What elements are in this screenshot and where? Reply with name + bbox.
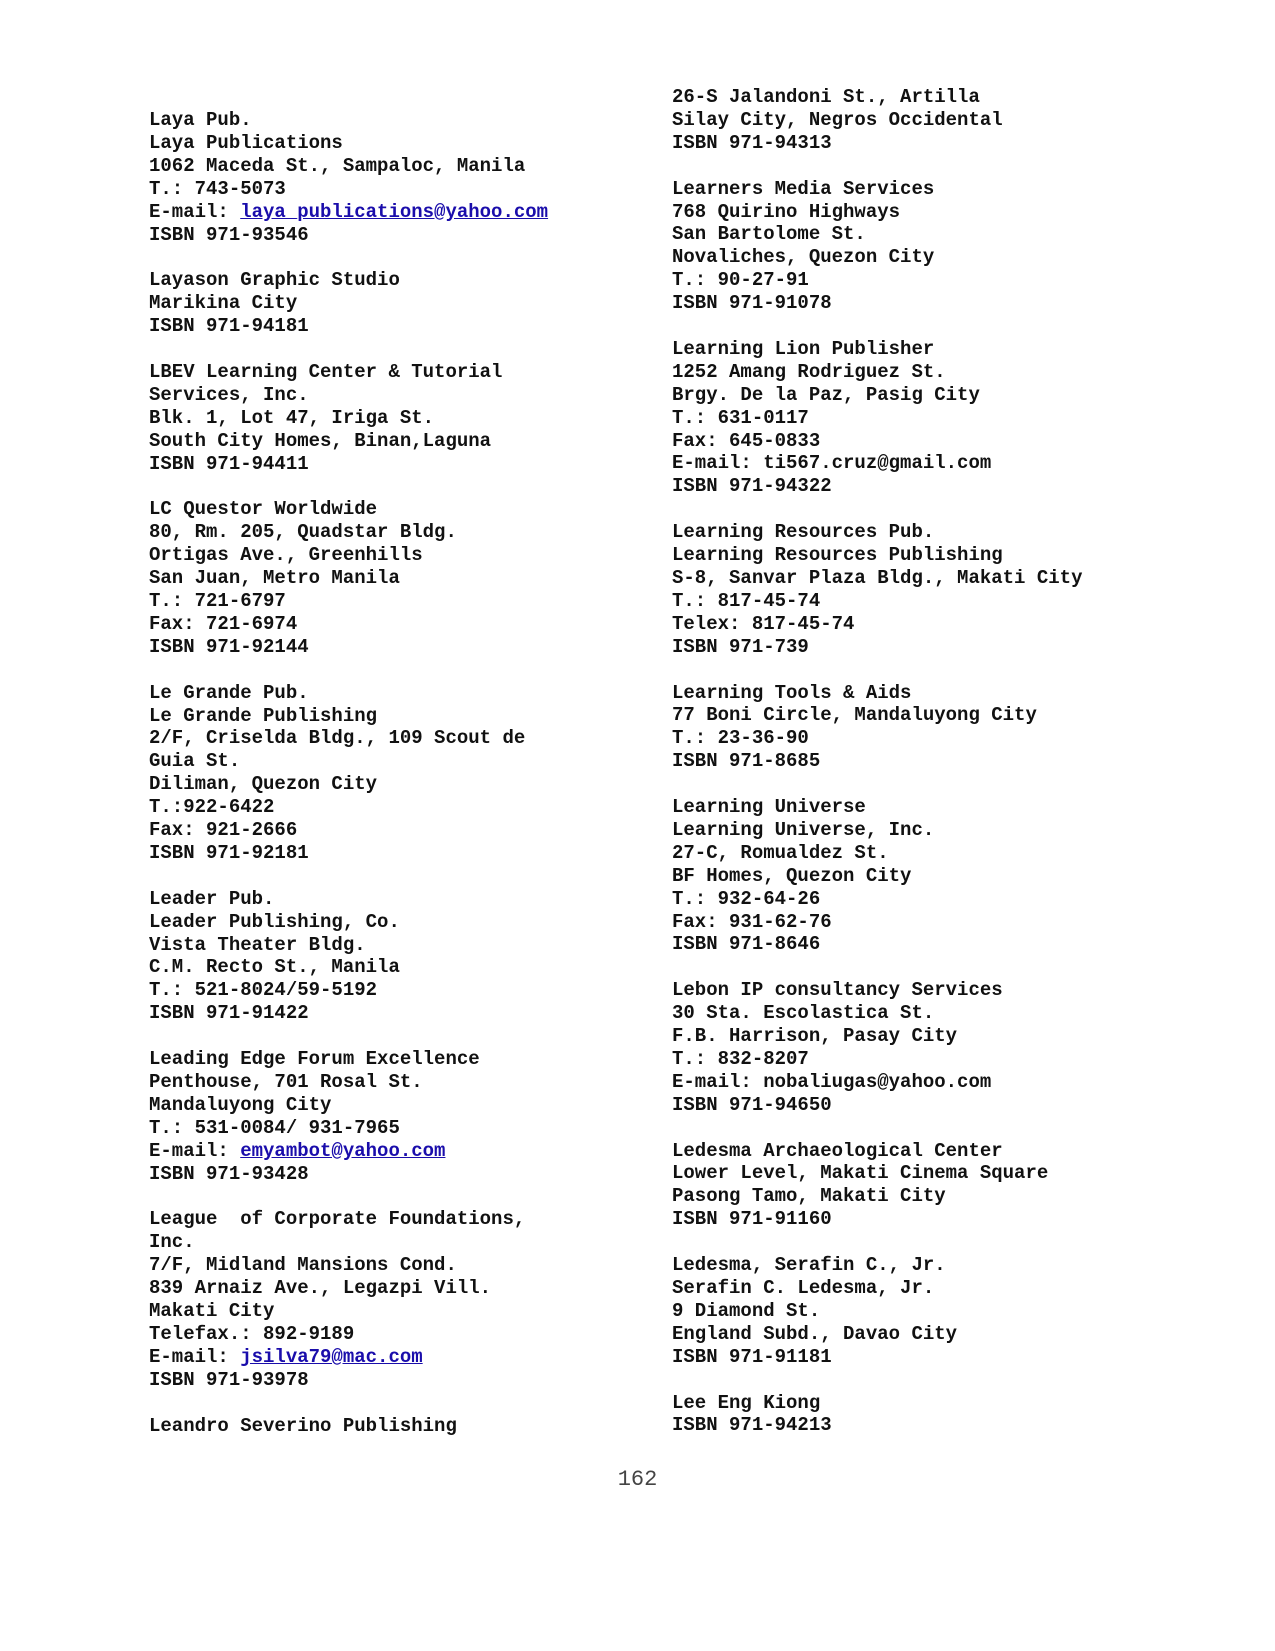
entry-line: Laya Publications: [149, 131, 343, 154]
entry-line: LC Questor Worldwide: [149, 498, 378, 521]
entry-line: Silay City, Negros Occidental: [672, 108, 1003, 131]
entry-line: F.B. Harrison, Pasay City: [672, 1025, 958, 1048]
publisher-entry: [672, 521, 1192, 658]
entry-line: ISBN 971-92181: [149, 841, 309, 864]
email-line: [149, 201, 669, 224]
email-label: E-mail:: [149, 200, 241, 223]
entry-line: 80, Rm. 205, Quadstar Bldg.: [149, 521, 457, 544]
entry-line: Diliman, Quezon City: [149, 773, 378, 796]
publisher-entry: [672, 1140, 1192, 1232]
entry-line: ISBN 971-94213: [672, 1414, 832, 1437]
entry-line: ISBN 971-91160: [672, 1208, 832, 1231]
publisher-entry: [672, 178, 1192, 315]
entry-line: 77 Boni Circle, Mandaluyong City: [672, 704, 1037, 727]
entry-line: ISBN 971-91422: [149, 1002, 309, 1025]
right-column: [672, 86, 1192, 1460]
publisher-entry: [672, 338, 1192, 498]
entry-line: Brgy. De la Paz, Pasig City: [672, 383, 980, 406]
entry-line: San Bartolome St.: [672, 223, 866, 246]
entry-line: 768 Quirino Highways: [672, 200, 901, 223]
email-link[interactable]: jsilva79@mac.com: [240, 1345, 423, 1368]
entry-line: 1252 Amang Rodriguez St.: [672, 360, 946, 383]
email-link[interactable]: laya_publications@yahoo.com: [240, 200, 549, 223]
entry-line: ISBN 971-92144: [149, 635, 309, 658]
publisher-entry: [149, 1208, 669, 1391]
entry-line: T.: 631-0117: [672, 406, 809, 429]
entry-line: Fax: 645-0833: [672, 429, 821, 452]
entry-line: ISBN 971-94411: [149, 452, 309, 475]
entry-line: Fax: 721-6974: [149, 612, 298, 635]
entry-line: ISBN 971-739: [672, 635, 809, 658]
entry-line: Blk. 1, Lot 47, Iriga St.: [149, 406, 435, 429]
entry-line: Layason Graphic Studio: [149, 269, 400, 292]
entry-line: Guia St.: [149, 750, 241, 773]
entry-line: Learning Resources Pub.: [672, 521, 935, 544]
entry-line: Mandaluyong City: [149, 1093, 332, 1116]
entry-line: Learning Universe, Inc.: [672, 818, 935, 841]
entry-line: Laya Pub.: [149, 109, 252, 131]
publisher-entry: [149, 682, 669, 865]
entry-line: T.: 817-45-74: [672, 589, 821, 612]
entry-line: 26-S Jalandoni St., Artilla: [672, 86, 980, 108]
entry-line: League of Corporate Foundations,: [149, 1208, 526, 1231]
email-link[interactable]: emyambot@yahoo.com: [240, 1139, 446, 1162]
entry-line: Inc.: [149, 1231, 195, 1254]
email-line: [149, 1346, 669, 1369]
publisher-entry: [672, 86, 1192, 155]
entry-line: South City Homes, Binan,Laguna: [149, 429, 492, 452]
email-label: E-mail:: [149, 1345, 241, 1368]
entry-line: Ortigas Ave., Greenhills: [149, 544, 423, 567]
entry-line: Leading Edge Forum Excellence: [149, 1048, 480, 1071]
entry-line: 7/F, Midland Mansions Cond.: [149, 1254, 457, 1277]
publisher-entry: [149, 1048, 669, 1185]
publisher-entry: [672, 979, 1192, 1116]
entry-line: E-mail: ti567.cruz@gmail.com: [672, 452, 992, 475]
entry-line: Learning Tools & Aids: [672, 681, 912, 704]
left-column: [149, 109, 669, 1460]
entry-line: Lee Eng Kiong: [672, 1391, 821, 1414]
entry-line: T.: 23-36-90: [672, 727, 809, 750]
page-number: 162: [617, 1467, 658, 1492]
publisher-entry: [672, 796, 1192, 956]
entry-line: 27-C, Romualdez St.: [672, 841, 889, 864]
entry-line: S-8, Sanvar Plaza Bldg., Makati City: [672, 566, 1083, 589]
entry-line: England Subd., Davao City: [672, 1322, 958, 1345]
entry-line: ISBN 971-93546: [149, 223, 309, 246]
entry-line: T.:922-6422: [149, 796, 275, 819]
entry-line: T.: 90-27-91: [672, 269, 809, 292]
entry-line: Lebon IP consultancy Services: [672, 979, 1003, 1002]
entry-line: Vista Theater Bldg.: [149, 933, 366, 956]
entry-line: Telefax.: 892-9189: [149, 1322, 355, 1345]
publisher-entry: [672, 682, 1192, 774]
publisher-entry: [672, 1254, 1192, 1369]
publisher-entry: [149, 269, 669, 338]
publisher-entry: [149, 109, 669, 246]
entry-line: LBEV Learning Center & Tutorial: [149, 360, 503, 383]
entry-line: ISBN 971-94313: [672, 131, 832, 154]
entry-line: Learning Resources Publishing: [672, 544, 1003, 567]
entry-line: ISBN 971-93978: [149, 1368, 309, 1391]
entry-line: ISBN 971-94181: [149, 315, 309, 338]
entry-line: E-mail: nobaliugas@yahoo.com: [672, 1070, 992, 1093]
email-line: [149, 1140, 669, 1163]
entry-line: ISBN 971-93428: [149, 1162, 309, 1185]
entry-line: Learning Universe: [672, 796, 866, 819]
entry-line: Lower Level, Makati Cinema Square: [672, 1162, 1049, 1185]
entry-line: San Juan, Metro Manila: [149, 567, 400, 590]
entry-line: Learners Media Services: [672, 177, 935, 200]
entry-line: Marikina City: [149, 292, 298, 315]
publisher-entry: [149, 498, 669, 658]
entry-line: Learning Lion Publisher: [672, 337, 935, 360]
entry-line: ISBN 971-94650: [672, 1093, 832, 1116]
publisher-entry: [149, 888, 669, 1025]
publisher-entry: [672, 1392, 1192, 1438]
entry-line: Leader Pub.: [149, 887, 275, 910]
entry-line: Ledesma Archaeological Center: [672, 1139, 1003, 1162]
entry-line: Telex: 817-45-74: [672, 612, 855, 635]
entry-line: T.: 521-8024/59-5192: [149, 979, 378, 1002]
entry-line: ISBN 971-91181: [672, 1345, 832, 1368]
entry-line: Serafin C. Ledesma, Jr.: [672, 1277, 935, 1299]
entry-line: BF Homes, Quezon City: [672, 864, 912, 887]
entry-line: 2/F, Criselda Bldg., 109 Scout de: [149, 727, 526, 750]
email-label: E-mail:: [149, 1139, 241, 1162]
entry-line: 839 Arnaiz Ave., Legazpi Vill.: [149, 1277, 492, 1300]
entry-line: Services, Inc.: [149, 383, 309, 406]
entry-line: Leandro Severino Publishing: [149, 1414, 457, 1437]
entry-line: Le Grande Publishing: [149, 704, 378, 727]
entry-line: Makati City: [149, 1300, 275, 1323]
entry-line: 9 Diamond St.: [672, 1299, 821, 1322]
publisher-entry: [149, 1415, 669, 1438]
entry-line: Novaliches, Quezon City: [672, 246, 935, 269]
entry-line: ISBN 971-91078: [672, 292, 832, 315]
entry-line: Ledesma, Serafin C., Jr.: [672, 1254, 946, 1277]
entry-line: 30 Sta. Escolastica St.: [672, 1002, 935, 1025]
entry-line: Le Grande Pub.: [149, 681, 309, 704]
entry-line: Leader Publishing, Co.: [149, 910, 400, 933]
entry-line: ISBN 971-8646: [672, 933, 821, 956]
entry-line: T.: 531-0084/ 931-7965: [149, 1116, 400, 1139]
entry-line: T.: 721-6797: [149, 589, 286, 612]
entry-line: T.: 832-8207: [672, 1047, 809, 1070]
entry-line: Fax: 931-62-76: [672, 910, 832, 933]
entry-line: 1062 Maceda St., Sampaloc, Manila: [149, 154, 526, 177]
entry-line: ISBN 971-8685: [672, 750, 821, 773]
entry-line: Pasong Tamo, Makati City: [672, 1185, 946, 1208]
entry-line: Penthouse, 701 Rosal St.: [149, 1070, 423, 1093]
entry-line: ISBN 971-94322: [672, 475, 832, 498]
entry-line: T.: 932-64-26: [672, 887, 821, 910]
entry-line: Fax: 921-2666: [149, 819, 298, 842]
entry-line: C.M. Recto St., Manila: [149, 956, 400, 979]
entry-line: T.: 743-5073: [149, 177, 286, 200]
publisher-entry: [149, 361, 669, 476]
